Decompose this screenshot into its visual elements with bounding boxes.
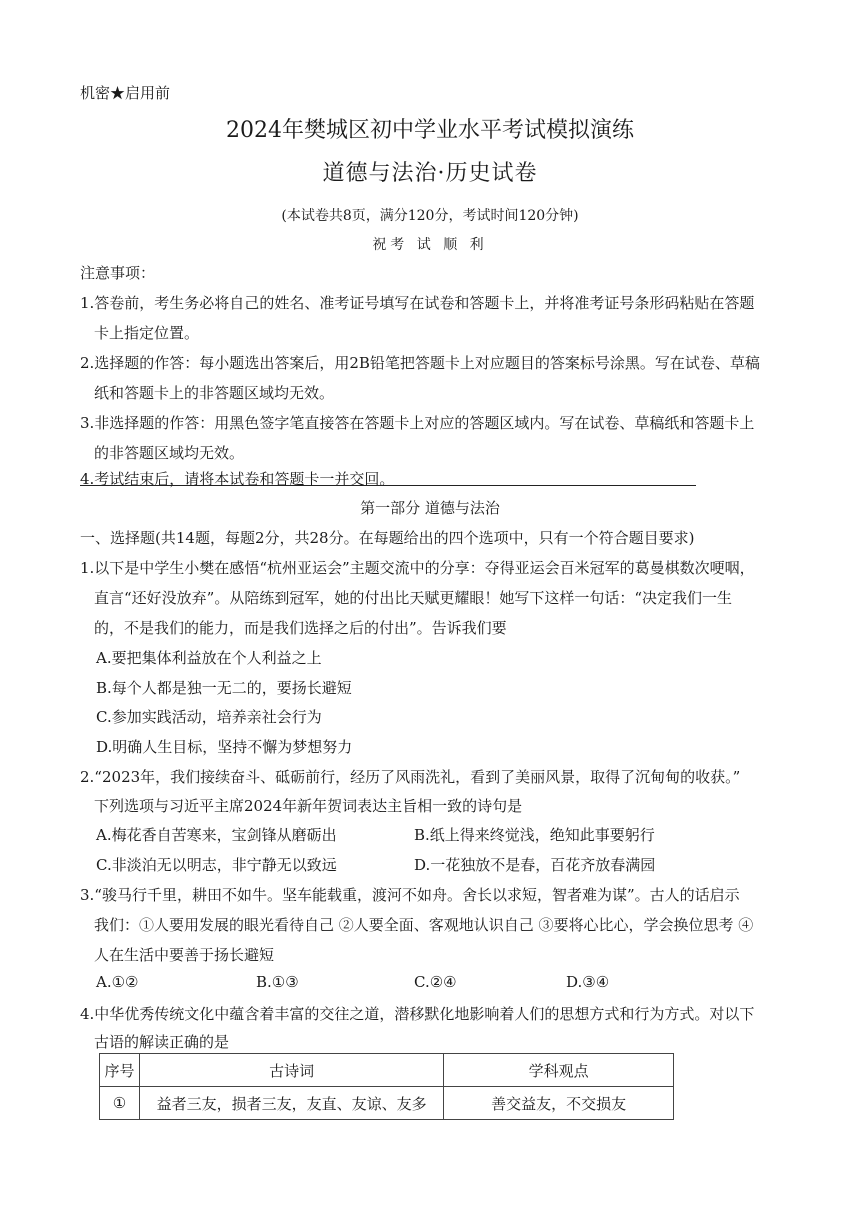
good-luck-text: 祝考 试 顺 利	[372, 237, 488, 253]
table-row	[100, 1087, 674, 1120]
question-4-line-1: 4.中华优秀传统文化中蕴含着丰富的交往之道，潜移默化地影响着人们的思想方式和行为方式。对以下	[80, 1005, 755, 1023]
question-2-option-c: C.非淡泊无以明志，非宁静无以致远	[96, 856, 337, 874]
question-1-option-c: C.参加实践活动，培养亲社会行为	[96, 708, 322, 726]
notice-heading: 注意事项：	[80, 264, 156, 282]
question-3-line-3: 人在生活中要善于扬长避短	[94, 946, 275, 964]
question-4-table	[99, 1053, 674, 1120]
question-2-line-1: 2.“2023年，我们接续奋斗、砥砺前行，经历了风雨洗礼，看到了美丽风景，取得了沉甸甸的收获。”	[80, 768, 741, 786]
notice-item-1-line-1: 1.答卷前，考生务必将自己的姓名、准考证号填写在试卷和答题卡上，并将准考证号条形码粘贴在答题	[80, 294, 755, 312]
confidential-label: 机密★启用前	[80, 84, 171, 102]
notice-item-2-line-1: 2.选择题的作答：每小题选出答案后，用2B铅笔把答题卡上对应题目的答案标号涂黑。写在试卷、草稿	[80, 354, 760, 372]
question-1-line-2: 直言“还好没放弃”。从陪练到冠军，她的付出比天赋更耀眼！她写下这样一句话：“决定我们一生	[94, 589, 733, 607]
notice-item-3-line-1: 3.非选择题的作答：用黑色签字笔直接答在答题卡上对应的答题区域内。写在试卷、草稿纸和答题卡上	[80, 414, 755, 432]
question-3-option-d: D.③④	[566, 973, 610, 991]
question-2-option-a: A.梅花香自苦寒来，宝剑锋从磨砺出	[96, 826, 337, 844]
notice-item-3-line-2: 的非答题区域均无效。	[94, 444, 245, 462]
exam-title: 2024年樊城区初中学业水平考试模拟演练	[226, 118, 634, 143]
question-1-line-3: 的，不是我们的能力，而是我们选择之后的付出”。告诉我们要	[94, 619, 507, 637]
table-header-cell: 学科观点	[444, 1054, 674, 1087]
table-cell: ①	[100, 1087, 140, 1120]
notice-item-4: 4.考试结束后，请将本试卷和答题卡一并交回。	[80, 470, 395, 488]
notice-divider	[80, 485, 696, 486]
exam-info: (本试卷共8页，满分120分，考试时间120分钟)	[281, 208, 579, 224]
question-3-option-a: A.①②	[96, 973, 139, 991]
section-title: 第一部分 道德与法治	[360, 499, 500, 517]
table-header-cell: 古诗词	[139, 1054, 443, 1087]
question-3-option-b: B.①③	[256, 973, 299, 991]
question-3-option-c: C.②④	[414, 973, 457, 991]
notice-item-2-line-2: 纸和答题卡上的非答题区域均无效。	[94, 384, 335, 402]
question-4-line-2: 古语的解读正确的是	[94, 1033, 230, 1051]
question-3-line-1: 3.“骏马行千里，耕田不如牛。坚车能载重，渡河不如舟。舍长以求短，智者难为谋”。古人的话启示	[80, 886, 740, 904]
question-1-line-1: 1.以下是中学生小樊在感悟“杭州亚运会”主题交流中的分享：夺得亚运会百米冠军的葛曼棋数次哽咽，	[80, 559, 755, 577]
table-header-cell: 序号	[100, 1054, 140, 1087]
question-1-option-d: D.明确人生目标，坚持不懈为梦想努力	[96, 738, 353, 756]
table-header-row	[100, 1054, 674, 1087]
notice-item-1-line-2: 卡上指定位置。	[94, 324, 200, 342]
part-one-instructions: 一、选择题(共14题，每题2分，共28分。在每题给出的四个选项中，只有一个符合题目要求)	[80, 529, 695, 547]
exam-subtitle: 道德与法治·历史试卷	[322, 161, 538, 186]
question-2-line-2: 下列选项与习近平主席2024年新年贺词表达主旨相一致的诗句是	[94, 797, 523, 815]
table-cell: 益者三友，损者三友，友直、友谅、友多	[139, 1087, 443, 1120]
table-cell: 善交益友，不交损友	[444, 1087, 674, 1120]
question-1-option-a: A.要把集体利益放在个人利益之上	[96, 649, 322, 667]
question-2-option-b: B.纸上得来终觉浅，绝知此事要躬行	[414, 826, 655, 844]
question-2-option-d: D.一花独放不是春，百花齐放春满园	[414, 856, 656, 874]
question-3-line-2: 我们：①人要用发展的眼光看待自己 ②人要全面、客观地认识自己 ③要将心比心，学会换位思考 ④	[94, 916, 754, 934]
question-1-option-b: B.每个人都是独一无二的，要扬长避短	[96, 679, 352, 697]
